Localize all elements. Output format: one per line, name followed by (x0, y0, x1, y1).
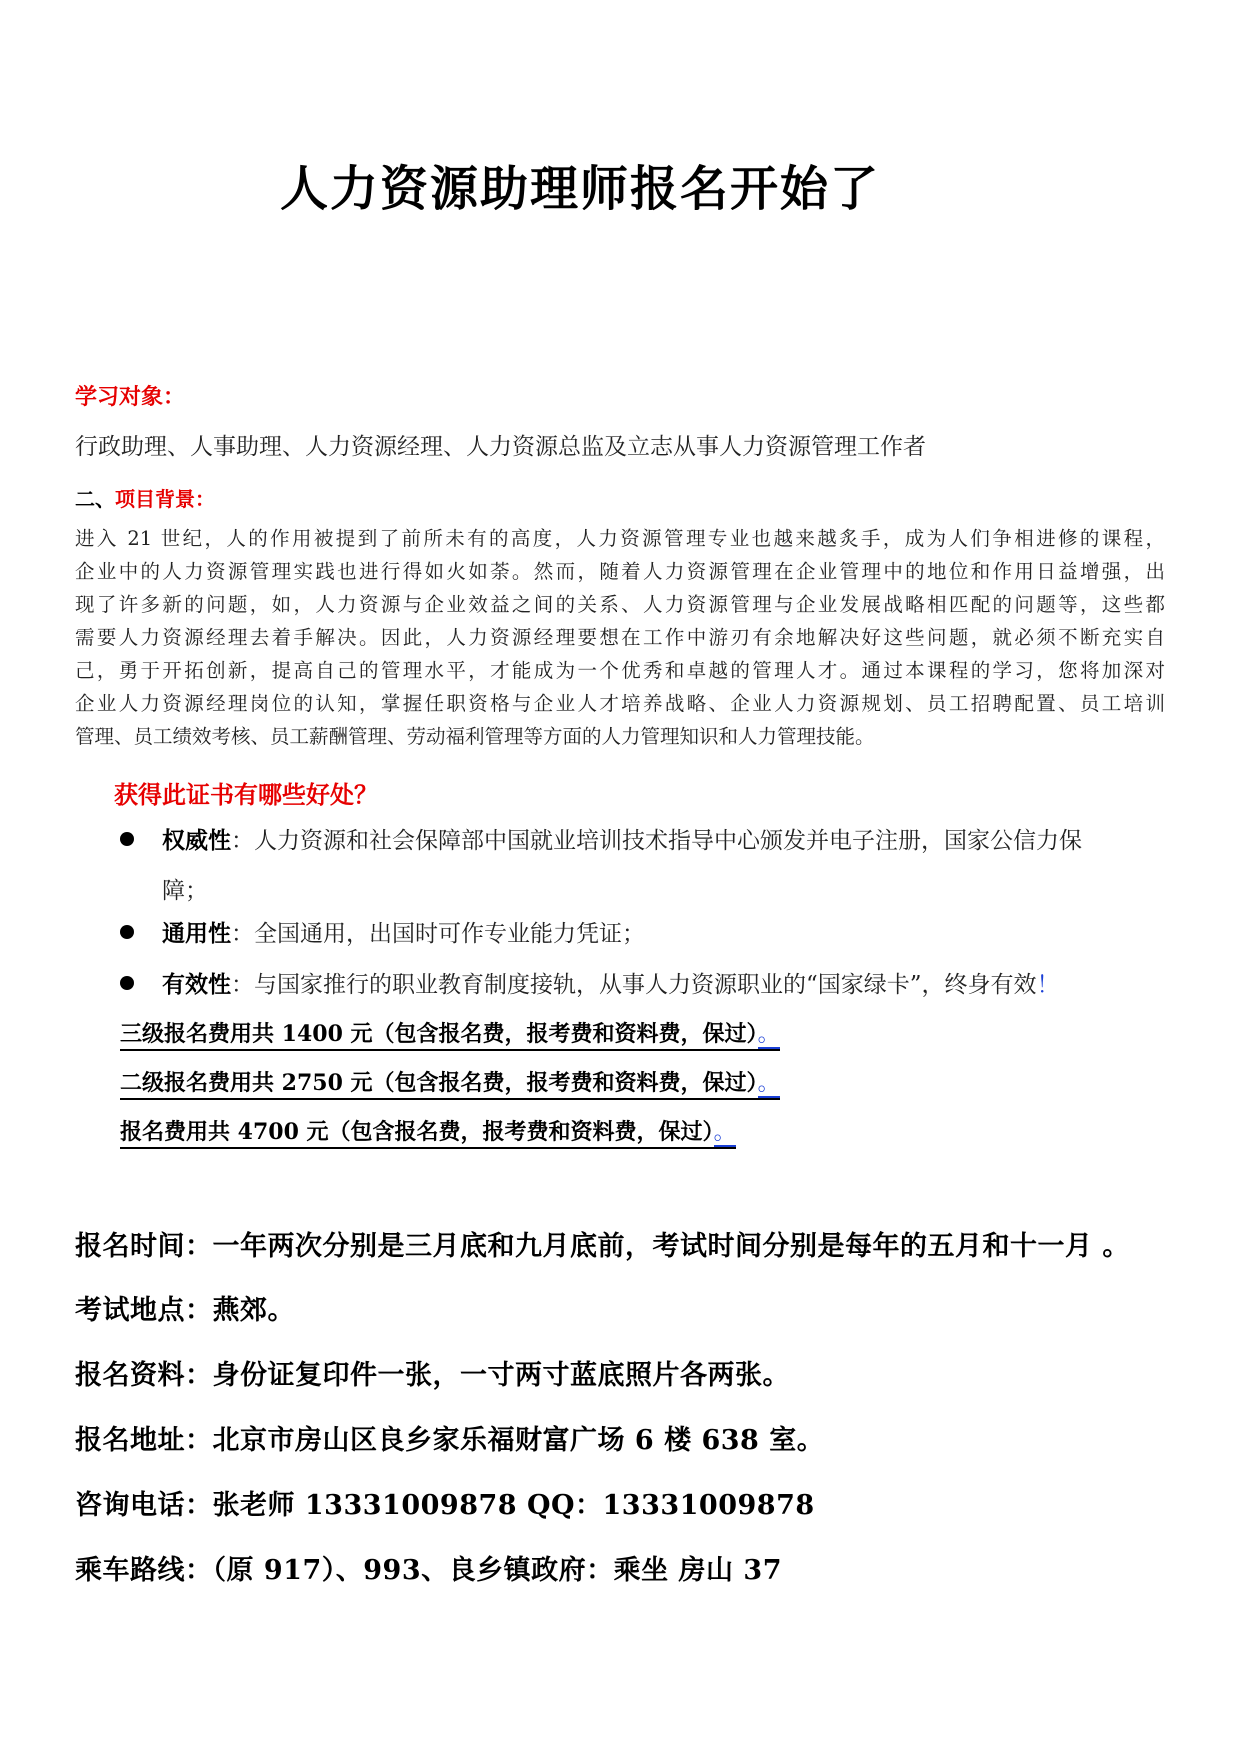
paragraph-line: 己，勇于开拓创新，提高自己的管理水平，才能成为一个优秀和卓越的管理人才。通过本课程的学习，您将加深对 (75, 659, 1165, 682)
bullet-icon (120, 832, 134, 846)
fee-level-2: 二级报名费用共 2750 元（包含报名费，报考费和资料费，保过）。 (120, 1066, 780, 1100)
background-heading (75, 483, 215, 512)
registration-address: 报名地址：北京市房山区良乡家乐福财富广场 6 楼 638 室。 (75, 1425, 825, 1456)
benefit-text-continued: 障； (162, 878, 208, 904)
background-paragraph (75, 522, 1165, 753)
benefit-item-validity: 有效性：与国家推行的职业教育制度接轨，从事人力资源职业的“国家绿卡”，终身有效！ (162, 971, 1060, 998)
fee-level-3: 三级报名费用共 1400 元（包含报名费，报考费和资料费，保过）。 (120, 1017, 780, 1051)
paragraph-line: 现了许多新的问题，如，人力资源与企业效益之间的关系、人力资源管理与企业发展战略相匹配的问题等，这些都 (75, 593, 1165, 616)
background-heading-label: 项目背景： (115, 487, 215, 511)
paragraph-line: 进入 21 世纪，人的作用被提到了前所未有的高度，人力资源管理专业也越来越炙手，成为人们争相进修的课程， (75, 527, 1165, 550)
exam-location: 考试地点：燕郊。 (75, 1295, 295, 1326)
page-title: 人力资源助理师报名开始了 (279, 161, 880, 217)
benefit-text: 与国家推行的职业教育制度接轨，从事人力资源职业的“国家绿卡”，终身有效 (254, 972, 1037, 998)
bus-route: 乘车路线：（原 917）、993、良乡镇政府：乘坐 房山 37 (75, 1555, 782, 1586)
benefit-item-authority: 权威性：人力资源和社会保障部中国就业培训技术指导中心颁发并电子注册，国家公信力保 (162, 827, 1082, 854)
benefit-text: 全国通用，出国时可作专业能力凭证； (254, 921, 645, 947)
contact-phone: 咨询电话：张老师 13331009878 QQ：13331009878 (75, 1490, 815, 1521)
paragraph-line: 需要人力资源经理去着手解决。因此，人力资源经理要想在工作中游刃有余地解决好这些问题，就必须不断充实自 (75, 626, 1165, 649)
benefit-text: 人力资源和社会保障部中国就业培训技术指导中心颁发并电子注册，国家公信力保 (254, 828, 1082, 854)
benefit-label: 权威性 (162, 827, 231, 854)
registration-materials: 报名资料：身份证复印件一张，一寸两寸蓝底照片各两张。 (75, 1360, 790, 1391)
paragraph-line: 企业中的人力资源管理实践也进行得如火如荼。然而，随着人力资源管理在企业管理中的地位和作用日益增强，出 (75, 560, 1165, 583)
background-heading-prefix: 二、 (75, 487, 115, 511)
benefit-label: 有效性 (162, 971, 231, 998)
benefits-heading: 获得此证书有哪些好处？ (114, 780, 378, 809)
bullet-icon (120, 976, 134, 990)
paragraph-line: 企业人力资源经理岗位的认知，掌握任职资格与企业人才培养战略、企业人力资源规划、员工招聘配置、员工培训 (75, 692, 1165, 715)
target-text: 行政助理、人事助理、人力资源经理、人力资源总监及立志从事人力资源管理工作者 (75, 434, 926, 460)
benefit-label: 通用性 (162, 920, 231, 947)
benefit-item-universal: 通用性：全国通用，出国时可作专业能力凭证； (162, 920, 645, 947)
fee-level-1: 报名费用共 4700 元（包含报名费，报考费和资料费，保过）。 (120, 1115, 736, 1149)
registration-time: 报名时间：一年两次分别是三月底和九月底前，考试时间分别是每年的五月和十一月 。 (75, 1231, 1130, 1262)
target-heading: 学习对象： (75, 384, 186, 410)
bullet-icon (120, 925, 134, 939)
paragraph-line: 管理、员工绩效考核、员工薪酬管理、劳动福利管理等方面的人力管理知识和人力管理技能。 (75, 725, 875, 748)
